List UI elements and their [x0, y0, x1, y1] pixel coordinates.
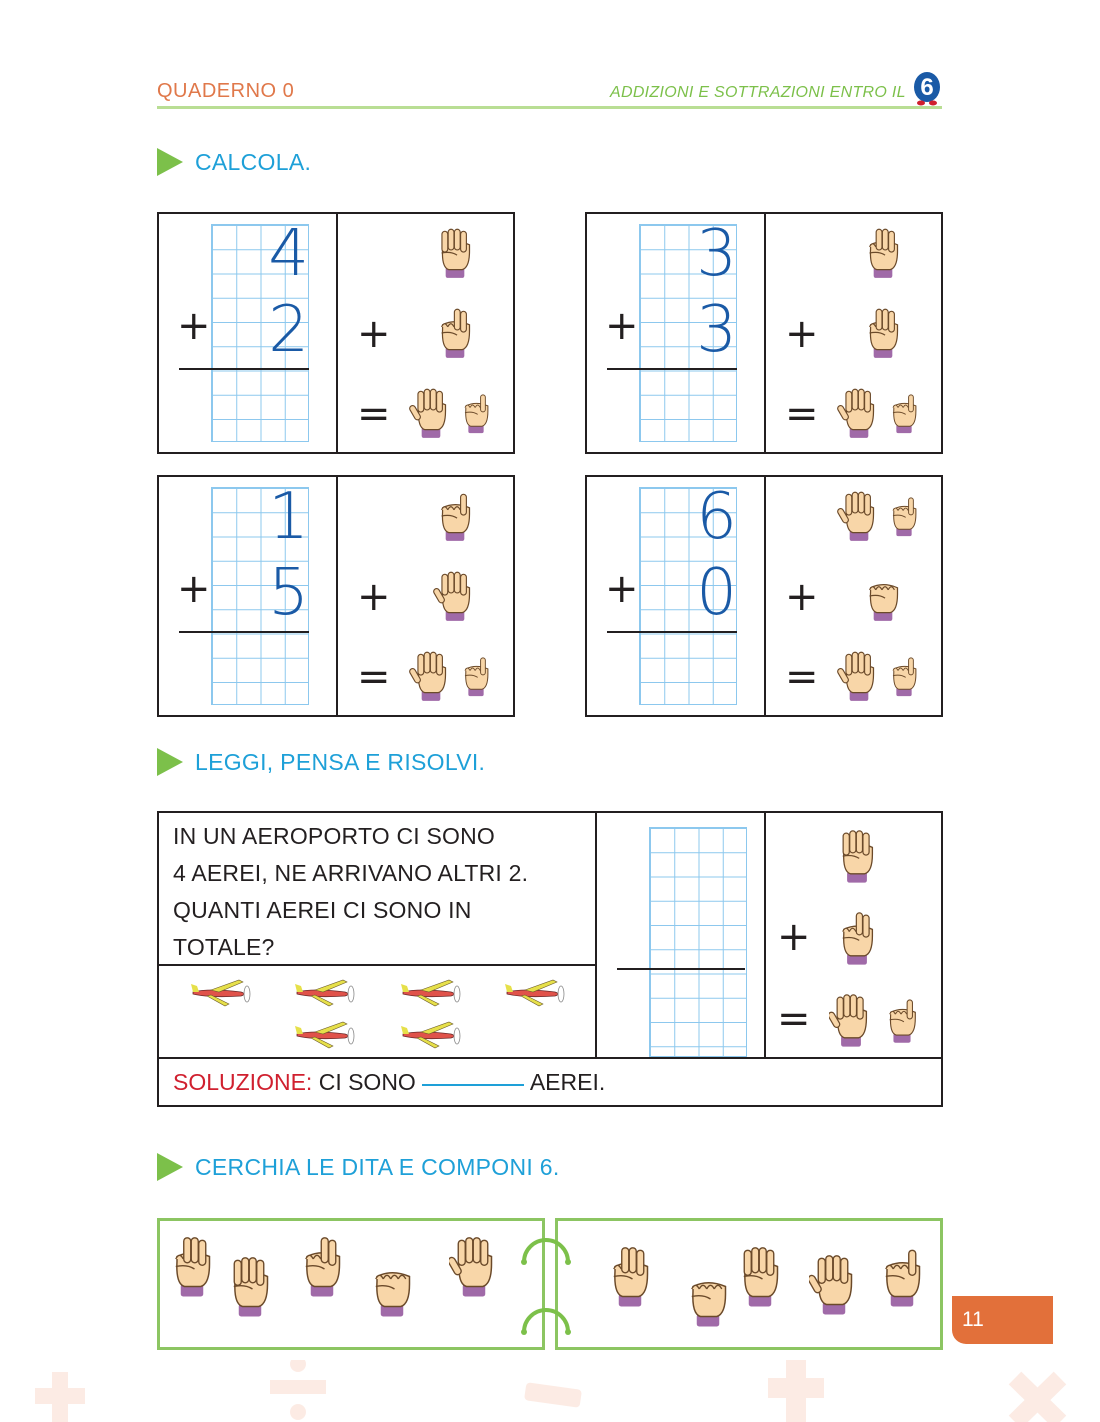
- airplane-icon: [399, 1018, 463, 1052]
- problem-line: QUANTI AEREI CI SONO IN: [173, 897, 472, 923]
- hand-icon: [367, 1248, 417, 1320]
- plus-sign-right: +: [785, 311, 819, 357]
- airplane-icon: [503, 976, 567, 1010]
- section-title: CERCHIA LE DITA E COMPONI 6.: [195, 1153, 560, 1180]
- equals-sign: =: [357, 391, 391, 437]
- plus-sign: +: [605, 566, 639, 612]
- hand-icon: [433, 565, 477, 623]
- header-rule: [157, 106, 942, 109]
- sum-line: [179, 368, 309, 370]
- triangle-bullet-icon: [157, 148, 183, 176]
- triangle-bullet-icon: [157, 748, 183, 776]
- answer-grid[interactable]: [649, 827, 747, 1057]
- bottom-number: 5: [268, 556, 309, 630]
- hand-icon: [167, 1228, 217, 1300]
- hand-icon: [225, 1248, 275, 1320]
- problem-box: [157, 811, 943, 1107]
- hand-icon: [861, 222, 905, 280]
- hand-icon: [887, 485, 921, 543]
- hand-icon: [883, 987, 921, 1049]
- problem-line: TOTALE?: [173, 934, 275, 960]
- sum-line: [617, 968, 745, 970]
- header-left: QUADERNO 0: [157, 80, 295, 102]
- hand-icon: [605, 1238, 655, 1310]
- hand-icon: [297, 1228, 347, 1300]
- hand-icon: [449, 1228, 499, 1300]
- hand-icon: [735, 1238, 785, 1310]
- equals-sign: =: [357, 654, 391, 700]
- top-number: 1: [268, 480, 309, 554]
- svg-text:6: 6: [920, 74, 934, 101]
- problem-text: [173, 818, 528, 966]
- airplane-icon: [399, 976, 463, 1010]
- top-number: 3: [696, 217, 737, 291]
- exercise-box: [585, 475, 943, 717]
- solution-end: AEREI.: [529, 1069, 606, 1095]
- hand-icon: [433, 302, 477, 360]
- sum-line: [607, 368, 737, 370]
- hand-icon: [861, 565, 905, 623]
- hand-icon: [433, 222, 477, 280]
- sum-line: [179, 631, 309, 633]
- hand-icon: [887, 382, 921, 440]
- hand-icon: [835, 823, 879, 885]
- top-number: 6: [696, 480, 737, 554]
- answer-blank[interactable]: [422, 1084, 524, 1086]
- sum-line: [607, 631, 737, 633]
- hand-icon: [809, 1246, 859, 1318]
- section-title: CALCOLA.: [195, 148, 312, 175]
- problem-line: IN UN AEROPORTO CI SONO: [173, 823, 495, 849]
- section-leggi: [157, 745, 485, 779]
- section-title: LEGGI, PENSA E RISOLVI.: [195, 748, 486, 775]
- problem-line: 4 AEREI, NE ARRIVANO ALTRI 2.: [173, 860, 529, 886]
- hand-icon: [683, 1258, 733, 1330]
- hand-icon: [459, 645, 493, 703]
- equals-sign: =: [777, 996, 811, 1042]
- solution-label: SOLUZIONE:: [173, 1069, 313, 1095]
- arrow-arc-icon: [518, 1234, 574, 1338]
- section-calcola: [157, 145, 311, 179]
- page-number-tab: [952, 1296, 1053, 1344]
- solution-line: [173, 1069, 605, 1096]
- hand-icon: [459, 382, 493, 440]
- hand-icon: [861, 302, 905, 360]
- hand-icon: [837, 645, 881, 703]
- bottom-number: 3: [696, 293, 737, 367]
- airplane-icon: [189, 976, 253, 1010]
- exercise-box: [585, 212, 943, 454]
- hand-icon: [409, 382, 453, 440]
- hand-icon: [887, 645, 921, 703]
- equals-sign: =: [785, 654, 819, 700]
- exercise-box: [157, 475, 515, 717]
- page-number: 11: [962, 1308, 984, 1331]
- hand-icon: [877, 1238, 927, 1310]
- bottom-number: 0: [696, 556, 737, 630]
- plus-sign: +: [777, 914, 811, 960]
- triangle-bullet-icon: [157, 1153, 183, 1181]
- hand-icon: [837, 382, 881, 440]
- equals-sign: =: [785, 391, 819, 437]
- airplanes-area: [159, 966, 595, 1057]
- solution-text: CI SONO: [318, 1069, 416, 1095]
- airplane-icon: [293, 976, 357, 1010]
- header-right: ADDIZIONI E SOTTRAZIONI ENTRO IL: [610, 84, 906, 101]
- airplane-icon: [293, 1018, 357, 1052]
- plus-sign-right: +: [785, 574, 819, 620]
- exercise-box: [157, 212, 515, 454]
- hand-icon: [409, 645, 453, 703]
- hand-icon: [829, 987, 873, 1049]
- plus-sign: +: [605, 303, 639, 349]
- decorative-symbols: [30, 1360, 1100, 1422]
- plus-sign-right: +: [357, 311, 391, 357]
- plus-sign: +: [177, 566, 211, 612]
- bottom-number: 2: [268, 293, 309, 367]
- hand-icon: [837, 485, 881, 543]
- hand-icon: [433, 485, 477, 543]
- number-six-badge-icon: [912, 70, 942, 106]
- section-cerchia: [157, 1150, 560, 1184]
- plus-sign: +: [177, 303, 211, 349]
- plus-sign-right: +: [357, 574, 391, 620]
- top-number: 4: [268, 217, 309, 291]
- hand-icon: [835, 905, 879, 967]
